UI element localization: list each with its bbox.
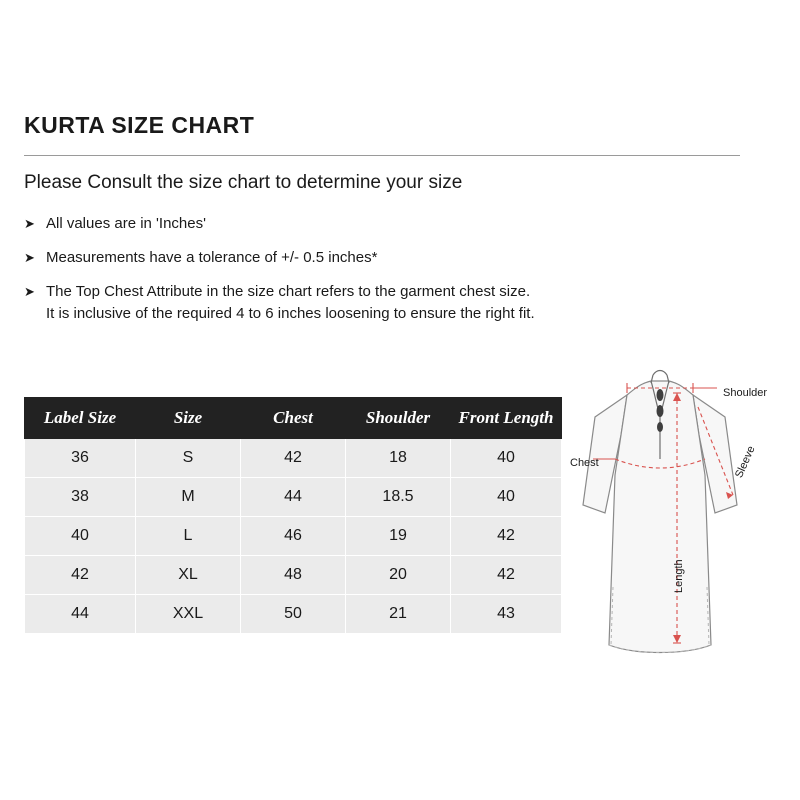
cell-chest: 44 [241, 478, 346, 517]
cell-front-length: 43 [451, 595, 562, 634]
page-title: KURTA SIZE CHART [24, 112, 255, 138]
table-row [25, 439, 562, 478]
label-chest: Chest [570, 457, 599, 469]
cell-size: XL [136, 556, 241, 595]
note-item [24, 281, 724, 325]
column-header-chest: Chest [241, 398, 346, 439]
cell-size: L [136, 517, 241, 556]
cell-front-length: 40 [451, 478, 562, 517]
cell-shoulder: 21 [346, 595, 451, 634]
note-text: Measurements have a tolerance of +/- 0.5 inches* [46, 249, 378, 266]
label-sleeve: Sleeve [733, 444, 758, 480]
table-row [25, 595, 562, 634]
table-row [25, 556, 562, 595]
note-item [24, 247, 724, 269]
label-shoulder: Shoulder [723, 387, 768, 399]
column-header-label-size: Label Size [25, 398, 136, 439]
cell-shoulder: 20 [346, 556, 451, 595]
bullet-arrow-icon: ➤ [24, 284, 35, 299]
page-subtitle: Please Consult the size chart to determine your size [24, 172, 463, 193]
notes-list [24, 213, 724, 337]
cell-shoulder: 18 [346, 439, 451, 478]
bullet-arrow-icon: ➤ [24, 250, 35, 265]
cell-shoulder: 19 [346, 517, 451, 556]
size-table-container [24, 397, 562, 634]
cell-label-size: 38 [25, 478, 136, 517]
cell-label-size: 36 [25, 439, 136, 478]
cell-shoulder: 18.5 [346, 478, 451, 517]
column-header-front-length: Front Length [451, 398, 562, 439]
column-header-size: Size [136, 398, 241, 439]
cell-front-length: 42 [451, 517, 562, 556]
cell-front-length: 42 [451, 556, 562, 595]
note-text: All values are in 'Inches' [46, 215, 206, 232]
cell-size: S [136, 439, 241, 478]
label-length: Length [673, 559, 685, 593]
cell-chest: 46 [241, 517, 346, 556]
size-chart-table [24, 397, 562, 634]
bullet-arrow-icon: ➤ [24, 216, 35, 231]
table-header-row [25, 398, 562, 439]
cell-size: XXL [136, 595, 241, 634]
cell-front-length: 40 [451, 439, 562, 478]
note-item [24, 213, 724, 235]
cell-label-size: 42 [25, 556, 136, 595]
cell-chest: 50 [241, 595, 346, 634]
cell-label-size: 40 [25, 517, 136, 556]
kurta-illustration [565, 355, 785, 685]
column-header-shoulder: Shoulder [346, 398, 451, 439]
cell-chest: 48 [241, 556, 346, 595]
title-divider [24, 155, 740, 156]
note-text: The Top Chest Attribute in the size chart refers to the garment chest size. [46, 283, 531, 300]
table-row [25, 478, 562, 517]
cell-chest: 42 [241, 439, 346, 478]
note-text-line2: It is inclusive of the required 4 to 6 inches loosening to ensure the right fit. [46, 305, 535, 322]
table-row [25, 517, 562, 556]
cell-label-size: 44 [25, 595, 136, 634]
kurta-diagram-svg [565, 355, 785, 685]
cell-size: M [136, 478, 241, 517]
